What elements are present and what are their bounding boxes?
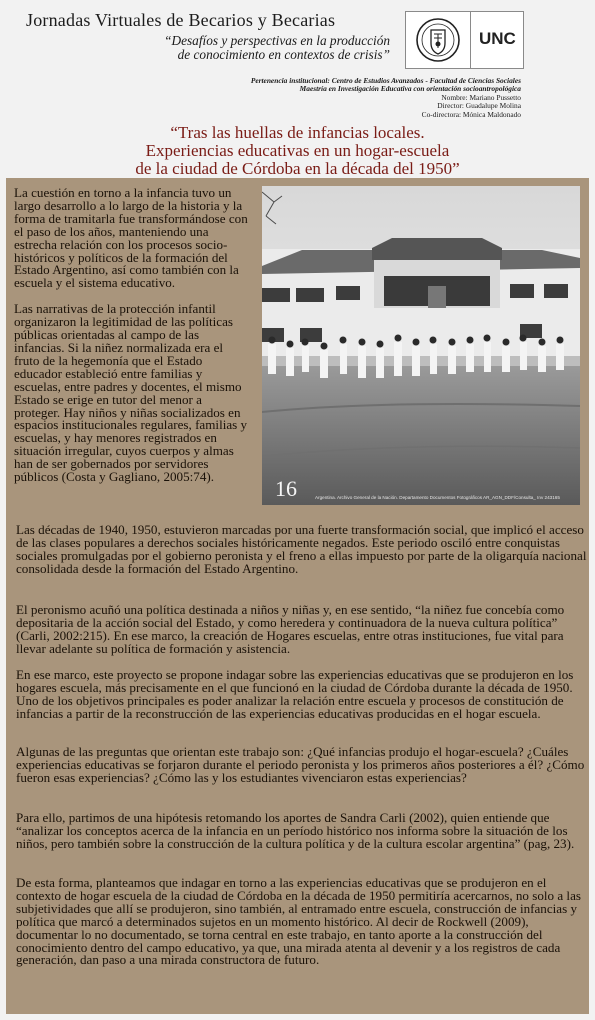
paragraph-3: Las décadas de 1940, 1950, estuvieron marcadas por una fuerte transformación social, que implicó el acceso de las clases populares a derechos sociales históricamente negados. Este periodo osciló entre conquistas sociales promulgadas por el gobierno peronista y el freno a ellas impuesto por parte de la oligarquía nacional consolidada desde la formación del Estado Argentino. xyxy=(16,522,587,576)
project-title-line-1: “Tras las huellas de infancias locales. xyxy=(170,123,425,142)
event-subtitle xyxy=(150,34,390,62)
logo-divider xyxy=(470,12,471,68)
paragraph-1: La cuestión en torno a la infancia tuvo un largo desarrollo a lo largo de la historia y la forma de tramitarla fue transformándose con el paso de los años, manteniendo una estrecha relación con los procesos socio-históricos y políticos de la formación del Estado Argentino, así como también con la escuela y el sistema educativo. xyxy=(14,185,248,291)
director-name: Director: Guadalupe Molina xyxy=(437,101,521,111)
paragraph-7: Para ello, partimos de una hipótesis retomando los aportes de Sandra Carli (2002), quien entiende que “analizar los conceptos acerca de la infancia en un período histórico nos informa sobre la situación de los niños, pero también sobre la construcción de la cultura política y de la cultura escolar argentina” (pag, 23). xyxy=(16,810,575,851)
codirector-name: Co-directora: Mónica Maldonado xyxy=(421,109,521,119)
logo-text: UNC xyxy=(479,29,516,48)
project-title-line-2: Experiencias educativas en un hogar-escuela xyxy=(145,141,450,160)
historical-photo xyxy=(262,186,580,505)
paragraph-6: Algunas de las preguntas que orientan este trabajo son: ¿Qué infancias produjo el hogar-escuela? ¿Cuáles experiencias educativas se forjaron durante el periodo peronista y los primeros años posteriores a él? ¿Cómo fueron esas experiencias? ¿Cómo las y los estudiantes vivenciaron estas experiencias? xyxy=(16,744,585,785)
subtitle-line-2: de conocimiento en contextos de crisis” xyxy=(177,47,390,62)
institution-line: Pertenencia institucional: Centro de Estudios Avanzados - Facultad de Ciencias Sociales xyxy=(250,76,521,85)
hogar-escuela-building-image xyxy=(262,186,580,505)
photo-caption: Argentina. Archivo General de la Nación. Departamento Documentos Fotográficos AR_AGN_DDF/Consulta_ Inv 243165 xyxy=(315,495,560,500)
project-title-line-3: de la ciudad de Córdoba en la década del 1950” xyxy=(135,159,460,178)
intro-column xyxy=(14,187,251,484)
author-info xyxy=(251,77,521,119)
handwritten-number: 16 xyxy=(275,476,297,501)
paragraph-4: El peronismo acuñó una política destinada a niños y niñas y, en ese sentido, “la niñez fue concebía como depositaria de la acción social del Estado, y como heredera y continuadora de la nueva cultura política” (Carli, 2002:215). En ese marco, la creación de Hogares escuelas, entre otras instituciones, fue vital para llevar adelante su política de formación y asistencia. xyxy=(16,602,565,656)
event-title: Jornadas Virtuales de Becarios y Becarias xyxy=(26,10,336,30)
paragraph-5: En ese marco, este proyecto se propone indagar sobre las experiencias educativas que se produjeron en los hogares escuela, más precisamente en el que funcionó en la ciudad de Córdoba durante la década de 1950. Uno de los objetivos principales es poder analizar la relación entre escuela y procesos de constitución de infancias a partir de la reconstrucción de las experiencias educativas producidas en el hogar escuela. xyxy=(16,667,574,721)
unc-logo xyxy=(405,11,524,69)
paragraph-8: De esta forma, planteamos que indagar en torno a las experiencias educativas que se produjeron en el contexto de hogar escuela de la ciudad de Córdoba en la década de 1950 permitiría acercarnos, no solo a las subjetividades que allí se produjeron, sino también, al entramado entre escuela, construcción de infancias y política que marcó a determinados sujetos en un momento histórico. Al decir de Rockwell (2009), documentar lo no documentado, se torna central en este trabajo, en tanto aporte a la construcción del conocimiento dentro del campo educativo, ya que, una mirada atenta al devenir y a los registros de cada generación, dan paso a una mirada constructora de futuro. xyxy=(16,875,581,968)
subtitle-line-1: “Desafíos y perspectivas en la producción xyxy=(164,33,390,48)
poster-header xyxy=(0,0,595,122)
author-name: Nombre: Mariano Pussetto xyxy=(441,92,521,102)
project-title xyxy=(0,124,595,178)
program-line: Maestría en Investigación Educativa con orientación socioantropológica xyxy=(299,84,521,94)
paragraph-2: Las narrativas de la protección infantil organizaron la legitimidad de las políticas públicas orientadas al campo de las infancias. Si la niñez normalizada era el fruto de la hegemonía que el Estado educador estableció entre familias y escuelas, entre padres y docentes, el mismo Estado se erige en tutor del menor a proteger. Hay niños y niñas socializados en espacios institucionales regulares, familias y escuelas, y hay menores registrados en situación irregular, cuyos cuerpos y almas han de ser gobernados por servidores públicos (Costa y Gagliano, 2005:74). xyxy=(14,301,248,485)
university-seal-icon xyxy=(414,16,462,64)
